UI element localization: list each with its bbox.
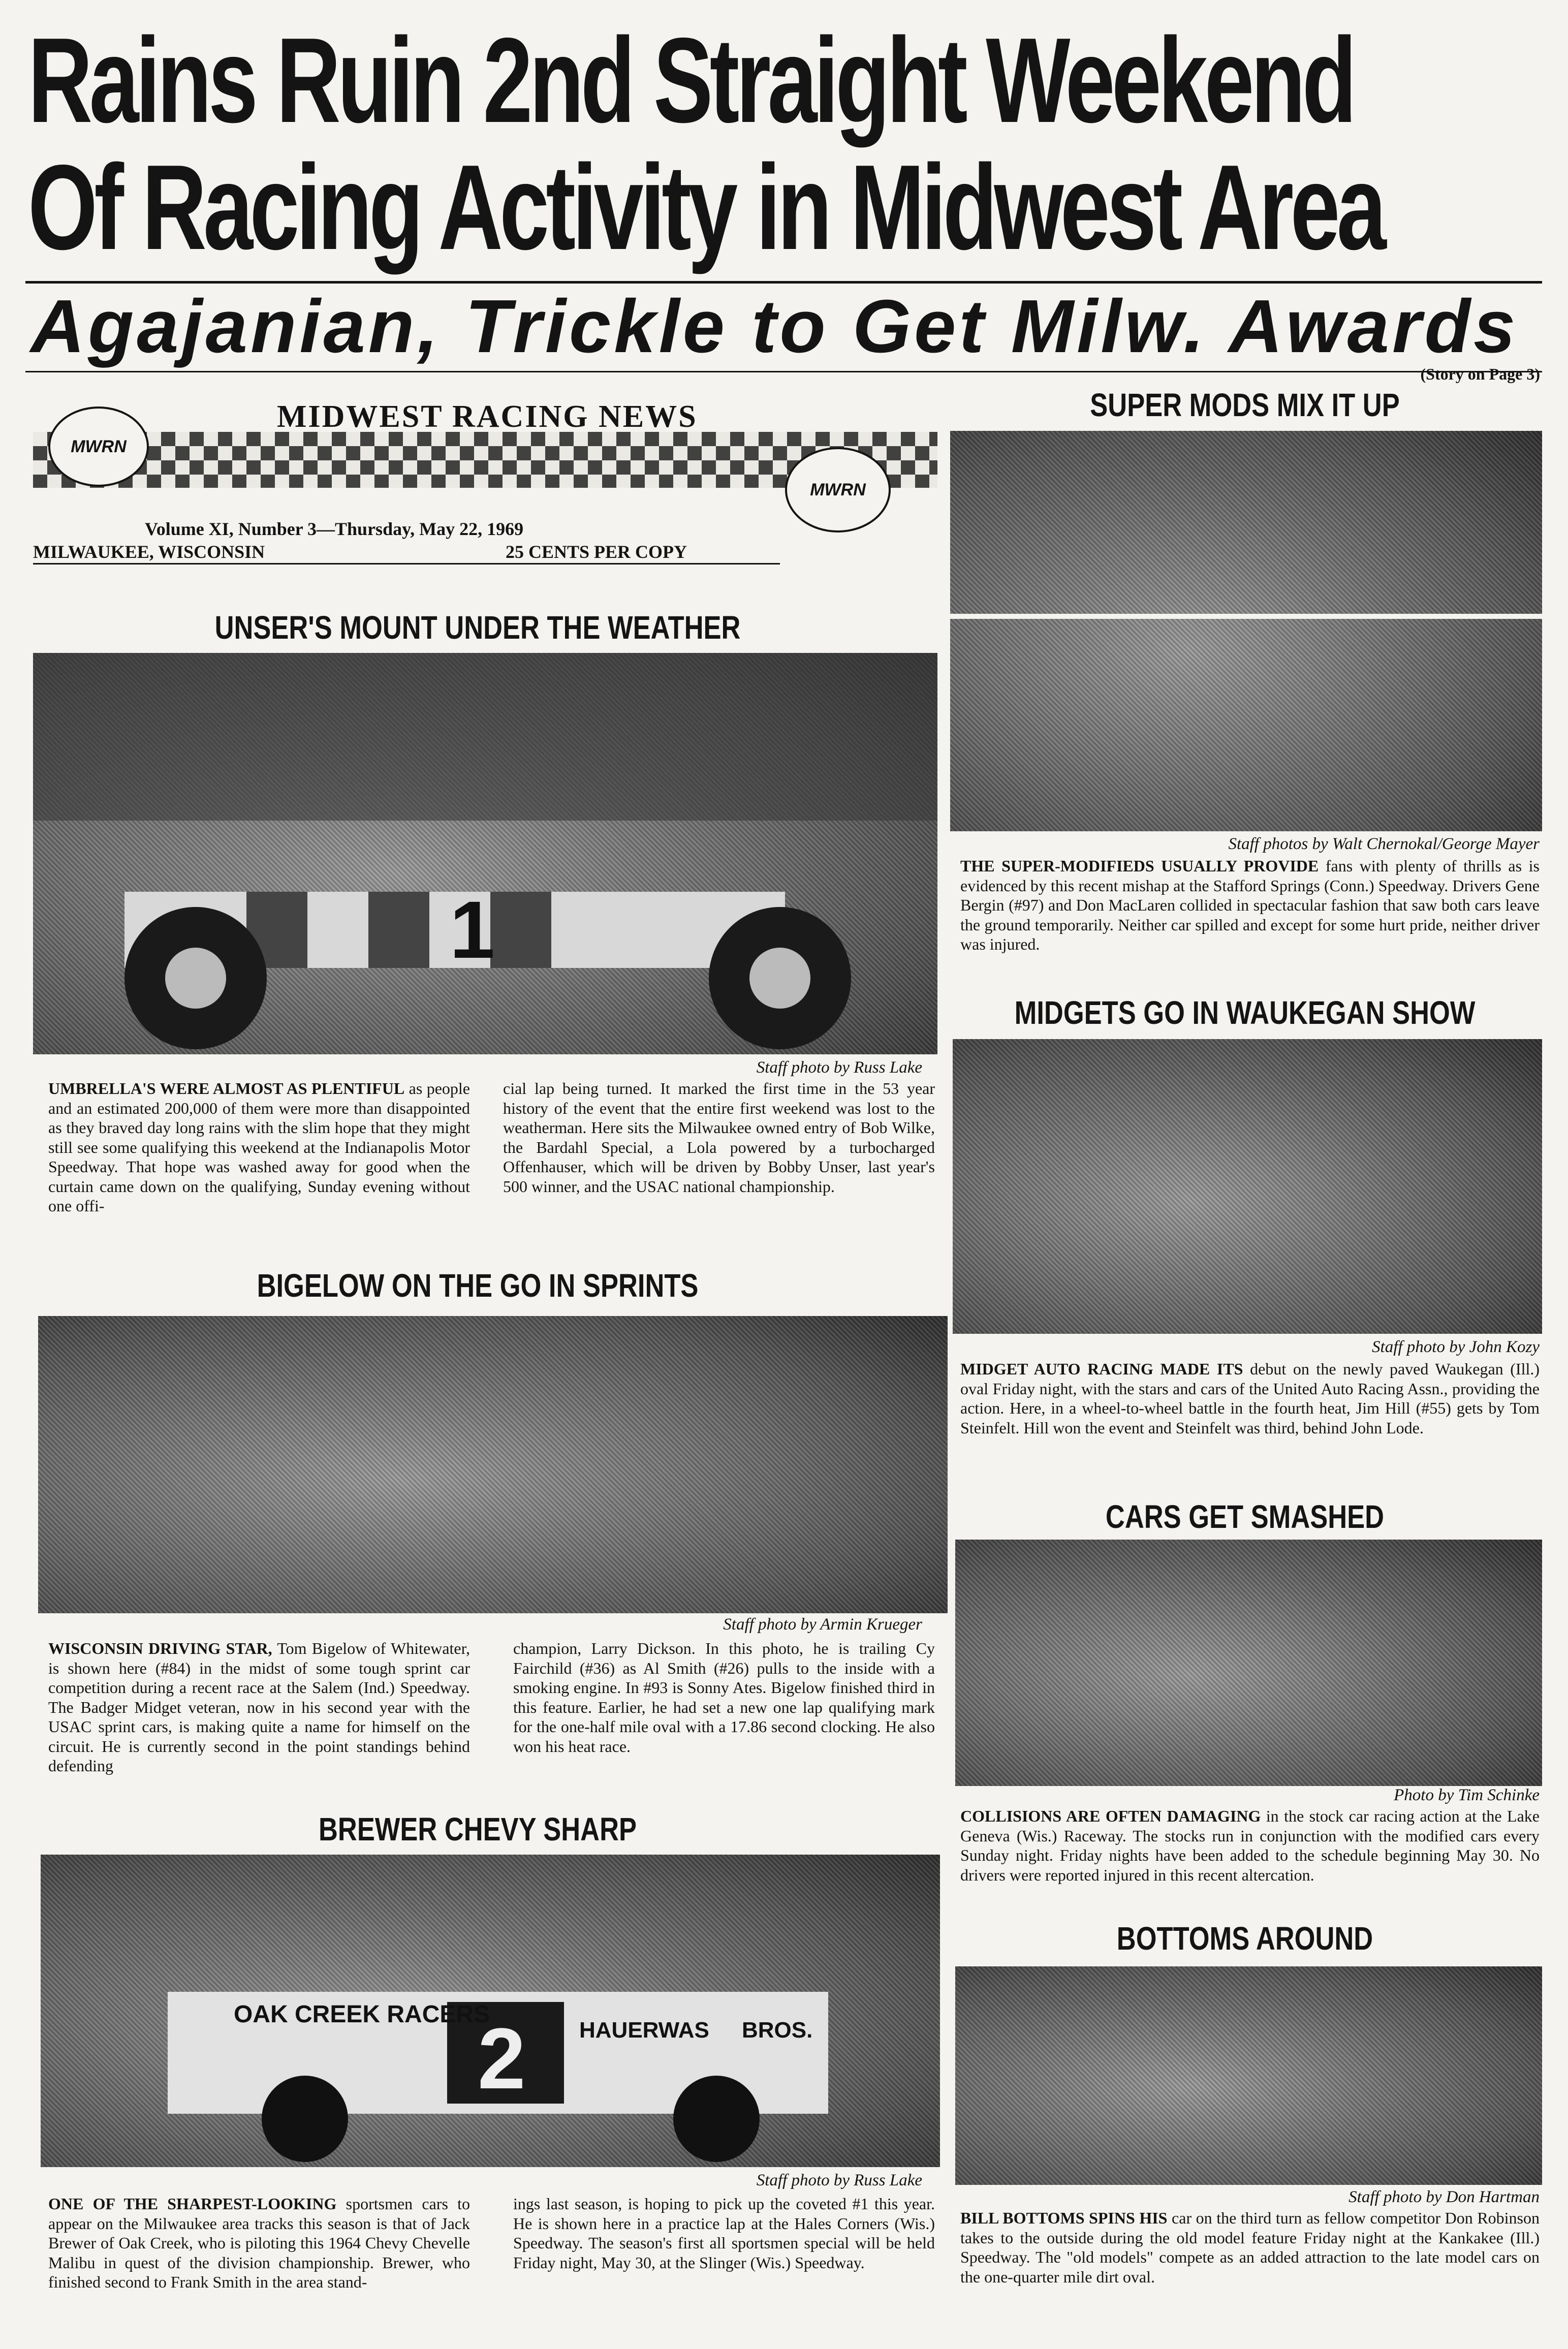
section-heading: CARS GET SMASHED <box>1105 1498 1385 1535</box>
article-text: Tom Bigelow of Whitewater, is shown here (#84) in the midst of some tough sprint car competition during a recent race at the Salem (Ind.) Speedway. The Badger Midget veteran, now in his second year with the USAC sprint cars, is making quite a name for himself on the circuit. He is currently second in the point standings behind defending <box>48 1639 471 1775</box>
divider <box>25 371 1542 372</box>
stock-car-photo <box>41 1855 940 2167</box>
section-heading: MIDGETS GO IN WAUKEGAN SHOW <box>1014 994 1476 1031</box>
photo-credit: Photo by Tim Schinke <box>1394 1786 1540 1804</box>
article-lead: THE SUPER-MODIFIEDS USUALLY PROVIDE <box>960 857 1319 875</box>
masthead-logo <box>48 406 149 487</box>
photo-credit: Staff photo by Russ Lake <box>756 2171 922 2189</box>
article-lead: ONE OF THE SHARPEST-LOOKING <box>48 2195 337 2213</box>
article-lead: BILL BOTTOMS SPINS HIS <box>960 2209 1168 2227</box>
car-number: 2 <box>478 2011 526 2107</box>
article-lead: UMBRELLA'S WERE ALMOST AS PLENTIFUL <box>48 1079 405 1098</box>
price: 25 CENTS PER COPY <box>506 542 687 562</box>
article-lead: COLLISIONS ARE OFTEN DAMAGING <box>960 1807 1261 1825</box>
section-heading: BOTTOMS AROUND <box>1116 1920 1373 1957</box>
article-column <box>960 1806 1540 1885</box>
headline-line-1: Rains Ruin 2nd Straight Weekend <box>28 13 1354 148</box>
spinning-car-photo <box>955 1966 1542 2185</box>
article-text: fans with plenty of thrills as is evidenced by this recent mishap at the Stafford Springs (Conn.) Speedway. Drivers Gene Bergin (#97) and Don MacLaren collided in spectacular fashion that saw both cars leave the ground temporarily. Neither car spilled and except for some hurt pride, neither driver was injured. <box>960 857 1540 953</box>
masthead-title: MIDWEST RACING NEWS <box>277 399 698 434</box>
location: MILWAUKEE, WISCONSIN <box>33 542 265 562</box>
section-heading: UNSER'S MOUNT UNDER THE WEATHER <box>214 609 741 646</box>
article-column <box>960 1359 1540 1437</box>
article-text: in the stock car racing action at the Lake Geneva (Wis.) Raceway. The stocks run in conjunction with the modified cars every Sunday night. Friday nights have been added to the schedule beginning May 30. No drivers were reported injured in this recent altercation. <box>960 1807 1540 1884</box>
midget-cars-photo <box>953 1039 1542 1334</box>
subheadline: Agajanian, Trickle to Get Milw. Awards <box>30 285 1519 368</box>
article-text: sportsmen cars to appear on the Milwaukee area tracks this season is that of Jack Brewer of Oak Creek, who is piloting this 1964 Chevy Chevelle Malibu in quest of the division championship. Brewer, who finished second to Frank Smith in the area stand- <box>48 2195 471 2291</box>
article-column <box>513 1639 935 1756</box>
stock-car-illustration <box>41 1855 940 2167</box>
article-column <box>960 2208 1540 2287</box>
photo-credit: Staff photo by Russ Lake <box>756 1058 922 1077</box>
article-column <box>48 2194 470 2292</box>
masthead-logo <box>785 447 891 533</box>
race-car-illustration <box>33 653 937 1054</box>
section-heading: BIGELOW ON THE GO IN SPRINTS <box>257 1267 699 1304</box>
article-text: cial lap being turned. It marked the first time in the 53 year history of the event that the entire first weekend was lost to the weatherman. Here sits the Milwaukee owned entry of Bob Wilke, the Bardahl Special, a Lola powered by a turbocharged Offenhauser, which will be driven by Bobby Unser, last year's 500 winner, and the USAC national championship. <box>503 1079 935 1196</box>
masthead <box>33 396 937 564</box>
logo-text: MWRN <box>810 480 866 499</box>
article-text: as people and an estimated 200,000 of them were more than disappointed as they braved day long rains with the slim hope that they might still see some qualifying this weekend at the Indianapolis Motor Speedway. That hope was washed away for good when the curtain came down on the qualifying, Sunday evening without one offi- <box>48 1079 471 1215</box>
story-reference: (Story on Page 3) <box>1420 365 1540 383</box>
car-text: BROS. <box>742 2018 813 2043</box>
divider <box>25 281 1542 284</box>
article-column <box>48 1079 470 1216</box>
photo-credit: Staff photo by Don Hartman <box>1349 2188 1540 2206</box>
article-lead: MIDGET AUTO RACING MADE ITS <box>960 1360 1243 1378</box>
headline-line-2: Of Racing Activity in Midwest Area <box>28 140 1384 275</box>
article-column <box>48 1639 470 1776</box>
photo-credit: Staff photos by Walt Chernokal/George Mayer <box>1228 835 1540 853</box>
logo-text: MWRN <box>71 436 127 456</box>
photo-credit: Staff photo by John Kozy <box>1372 1338 1540 1356</box>
section-heading: BREWER CHEVY SHARP <box>319 1811 637 1847</box>
volume-line: Volume XI, Number 3—Thursday, May 22, 1969 <box>145 519 524 539</box>
photo-credit: Staff photo by Armin Krueger <box>723 1615 922 1634</box>
sprint-cars-photo <box>38 1316 948 1613</box>
article-text: champion, Larry Dickson. In this photo, he is trailing Cy Fairchild (#36) as Al Smith (#26) pulls to the inside with a smoking engine. In #93 is Sonny Ates. Bigelow finished third in this feature. Earlier, he had set a new one lap qualifying mark for the one-half mile oval with a 17.86 second clocking. He also won his heat race. <box>513 1639 935 1756</box>
article-column <box>513 2194 935 2272</box>
article-lead: WISCONSIN DRIVING STAR, <box>48 1639 272 1657</box>
article-column <box>503 1079 935 1196</box>
svg-text:1: 1 <box>450 884 495 975</box>
car-text: OAK CREEK RACERS <box>234 2001 490 2028</box>
section-heading: SUPER MODS MIX IT UP <box>1090 387 1400 423</box>
car-text: HAUERWAS <box>579 2018 709 2043</box>
article-text: ings last season, is hoping to pick up the coveted #1 this year. He is shown here in a practice lap at the Hales Corners (Wis.) Speedway. The season's first all sportsmen special will be held Friday night, May 30, at the Slinger (Wis.) Speedway. <box>513 2195 935 2272</box>
divider <box>33 563 780 565</box>
article-column <box>960 856 1540 954</box>
crashed-cars-photo <box>955 1540 1542 1786</box>
race-car-photo <box>33 653 937 1054</box>
super-modified-photo <box>950 431 1542 831</box>
article-text: car on the third turn as fellow competitor Don Robinson takes to the outside during the old model feature Friday night at the Kankakee (Ill.) Speedway. The "old models" compete as an added attraction to the late model cars on the one-quarter mile dirt oval. <box>960 2209 1540 2286</box>
article-text: debut on the newly paved Waukegan (Ill.) oval Friday night, with the stars and cars of the United Auto Racing Assn., providing the action. Here, in a wheel-to-wheel battle in the fourth heat, Jim Hill (#55) gets by Tom Steinfelt. Hill won the event and Steinfelt was third, behind John Lode. <box>960 1360 1540 1437</box>
